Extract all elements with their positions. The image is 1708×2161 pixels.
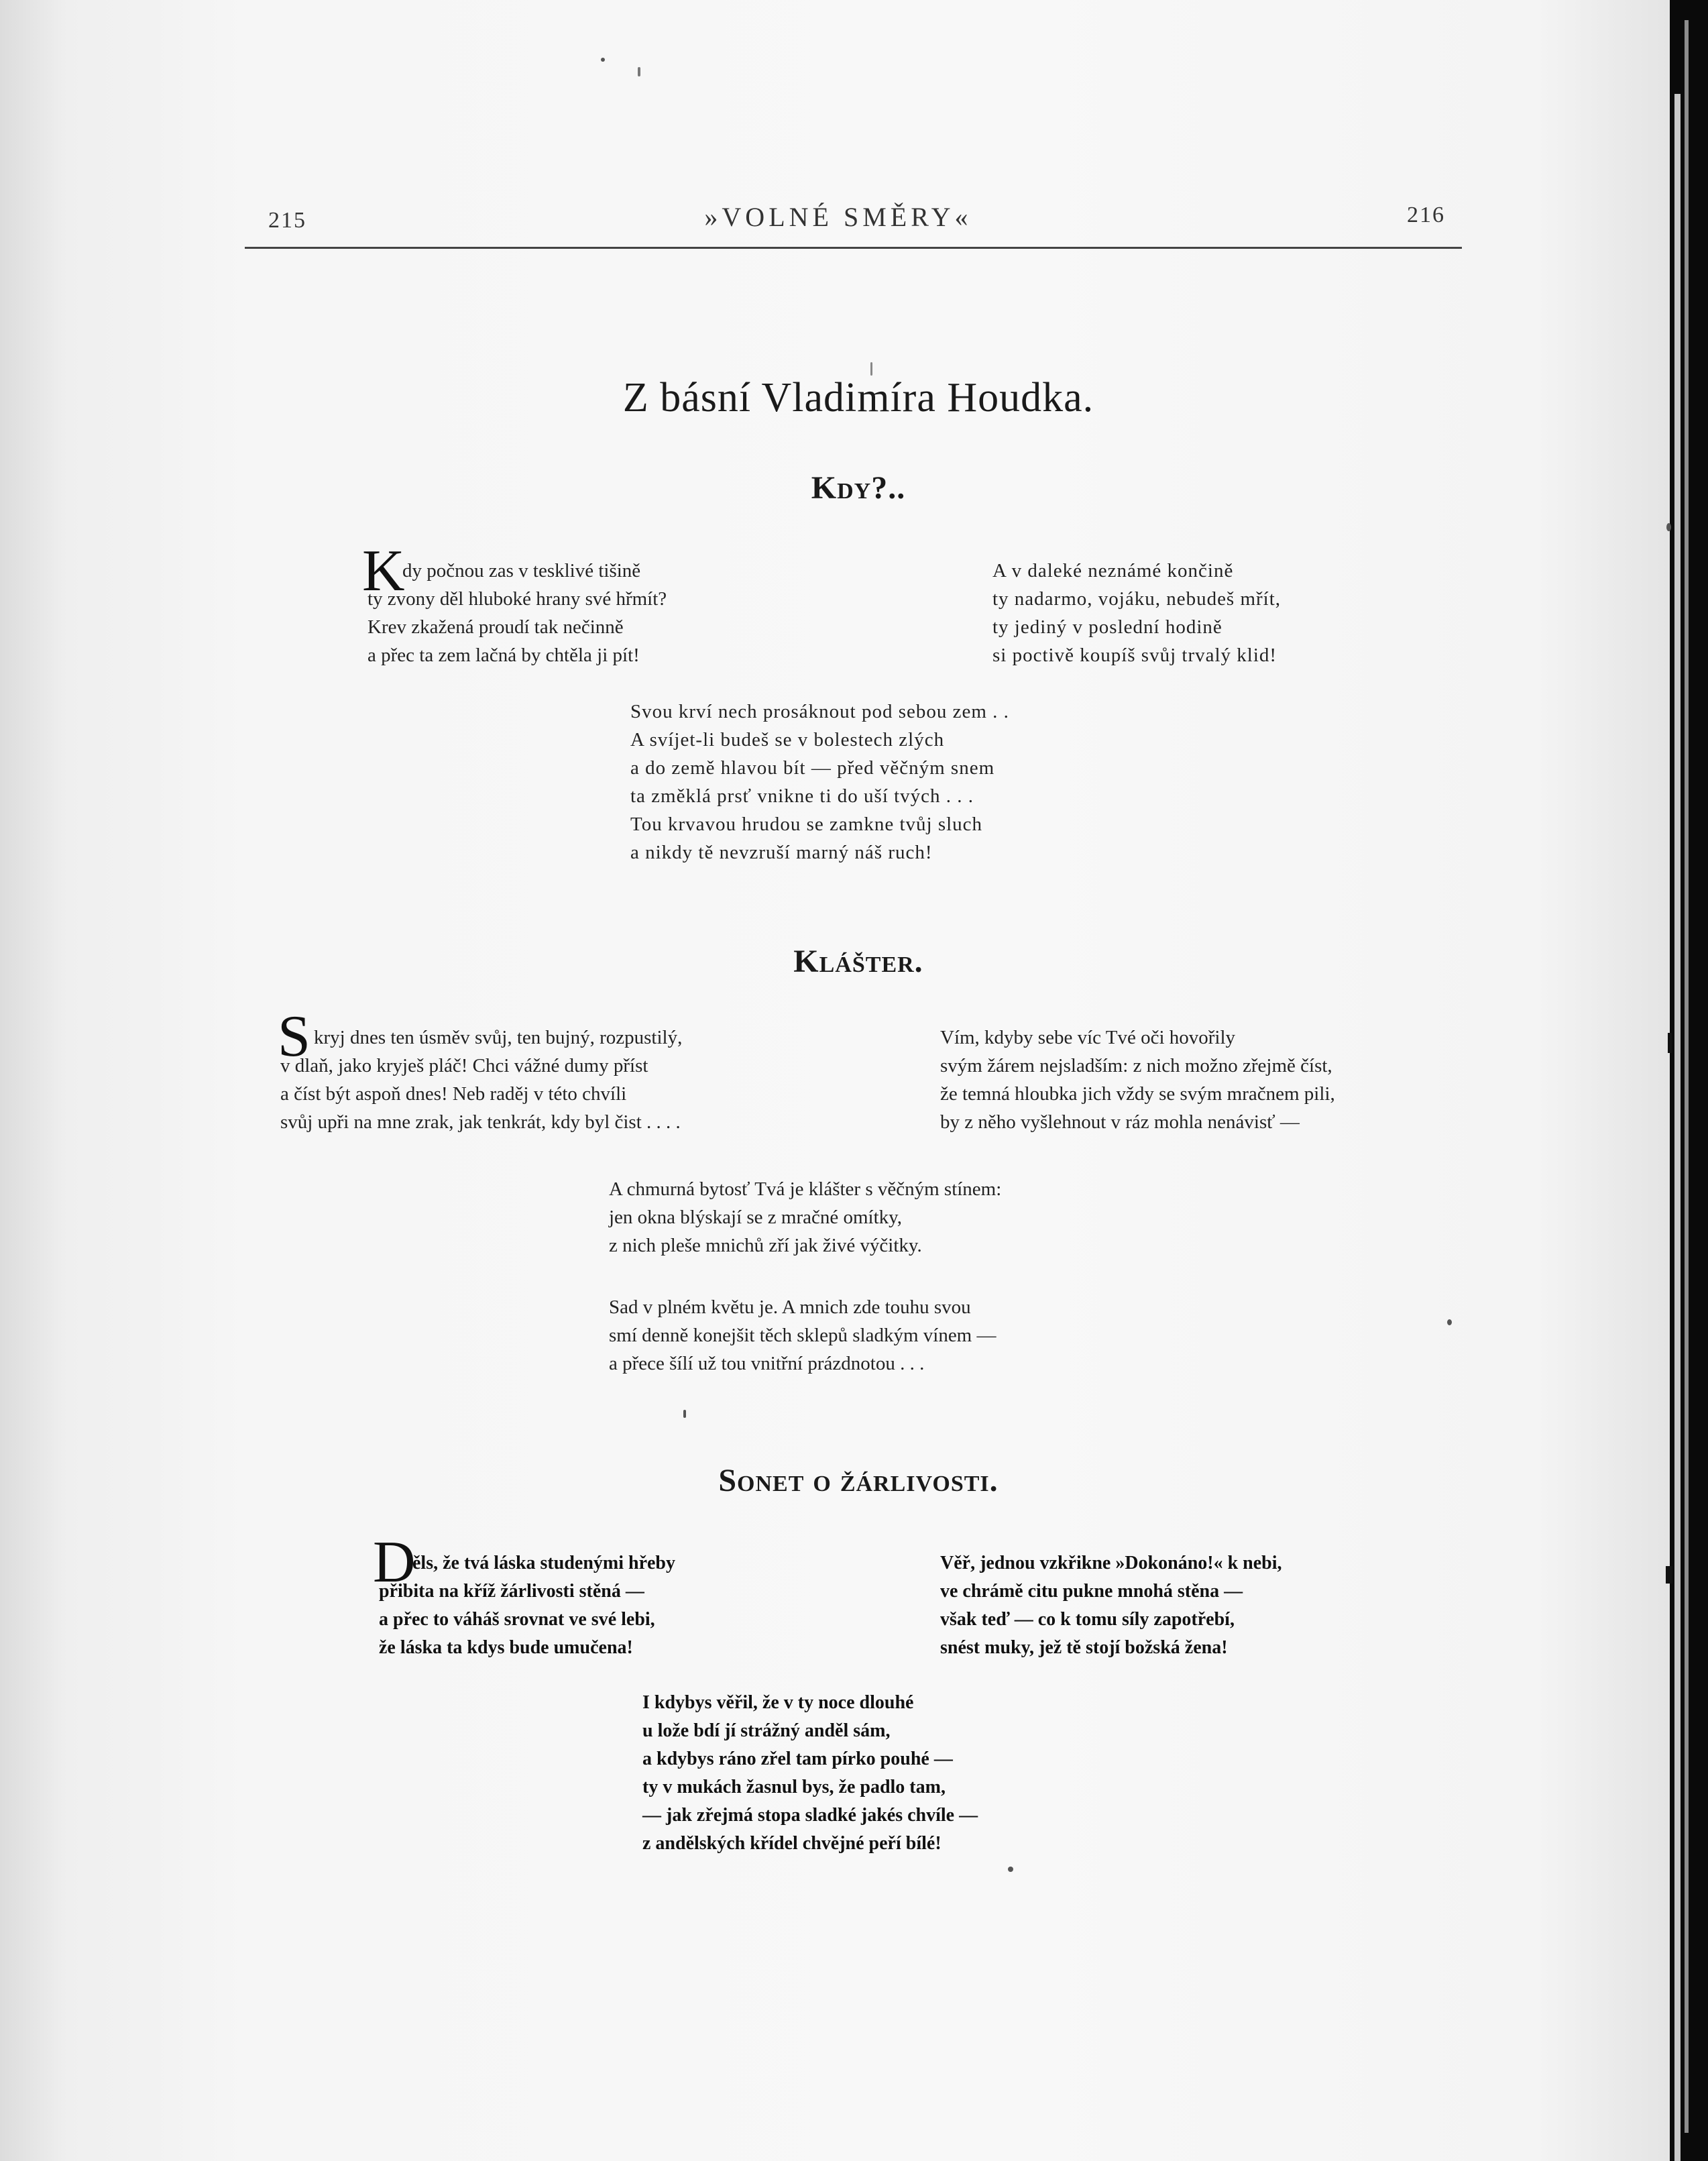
verse-line: že láska ta kdys bude umučena! [379,1637,633,1658]
scan-speck [1447,1319,1452,1325]
verse-line: A chmurná bytosť Tvá je klášter s věčným stínem: [609,1178,1002,1200]
page-number-left: 215 [268,208,306,233]
verse-line: a nikdy tě nevzruší marný náš ruch! [630,842,933,863]
poem-title-kdy: Kdy?.. [811,470,906,506]
scan-speck [1666,523,1671,531]
running-title: »VOLNÉ SMĚRY« [704,202,972,232]
verse-line: A svíjet-li budeš se v bolestech zlých [630,729,945,751]
verse-line: ty jediný v poslední hodině [992,616,1222,638]
verse-line: však teď — co k tomu síly zapotřebí, [940,1609,1235,1630]
stanza-sonet-3 [642,1689,978,1858]
stanza-kdy-3 [630,698,1009,867]
page-number-right: 216 [1407,203,1445,227]
verse-line: smí denně konejšit těch sklepů sladkým vínem — [609,1325,997,1346]
stanza-kdy-1 [367,557,667,669]
stanza-kdy-2 [992,557,1281,669]
drop-cap-d: D [373,1530,416,1595]
stanza-sonet-1 [379,1549,675,1662]
verse-line: svým žárem nejsladším: z nich možno zřejmě číst, [940,1055,1332,1076]
verse-line: Svou krví nech prosáknout pod sebou zem . . [630,701,1009,722]
scan-speck [683,1410,686,1418]
poem-title-sonet: Sonet o žárlivosti. [718,1463,999,1498]
main-title: Z básní Vladimíra Houdka. [622,375,1094,421]
verse-line: ty v mukách žasnul bys, že padlo tam, [642,1777,946,1797]
verse-line: z andělských křídel chvějné peří bílé! [642,1833,942,1854]
verse-line: a číst být aspoň dnes! Neb raděj v této chvíli [280,1083,627,1105]
verse-line: kryj dnes ten úsměv svůj, ten bujný, rozpustilý, [314,1027,683,1048]
verse-line: a přec ta zem lačná by chtěla ji pít! [367,645,640,666]
verse-line: ve chrámě citu pukne mnohá stěna — [940,1581,1243,1602]
verse-line: ty nadarmo, vojáku, nebudeš mřít, [992,588,1282,610]
scan-speck [870,362,872,376]
verse-line: A v daleké neznámé končině [992,560,1234,581]
verse-line: snést muky, jež tě stojí božská žena! [940,1637,1228,1658]
stanza-klaster-4 [609,1293,997,1378]
verse-line: že temná hloubka jich vždy se svým mračnem pili, [940,1083,1335,1105]
drop-cap-k: K [362,539,405,604]
verse-line: a přec to váháš srovnat ve své lebi, [379,1609,655,1630]
verse-line: dy počnou zas v tesklivé tišině [402,560,641,581]
verse-line: a do země hlavou bít — před věčným snem [630,757,995,779]
verse-line: přibita na kříž žárlivosti stěná — [379,1581,644,1602]
poem-title-klaster: Klášter. [793,944,923,979]
stanza-sonet-2 [940,1549,1282,1662]
edge-mark [1668,1033,1672,1053]
verse-line: ta změklá prsť vnikne ti do uší tvých . . . [630,785,974,807]
verse-line: by z něho vyšlehnout v ráz mohla nenávisť — [940,1111,1300,1133]
scan-speck [1008,1867,1013,1872]
page-edge-strip-inner [1685,20,1689,2133]
verse-line: z nich pleše mnichů zří jak živé výčitky. [609,1235,922,1256]
verse-line: Věř, jednou vzkřikne »Dokonáno!« k nebi, [940,1553,1282,1573]
header-rule [245,247,1462,249]
stanza-klaster-3 [609,1175,1001,1260]
verse-line: svůj upři na mne zrak, jak tenkrát, kdy byl čist . . . . [280,1111,681,1133]
verse-line: a kdybys ráno zřel tam pírko pouhé — [642,1749,953,1769]
page-edge-strip [1674,94,1681,2161]
stanza-klaster-2 [940,1023,1335,1136]
verse-line: ěls, že tvá láska studenými hřeby [412,1553,675,1573]
edge-mark [1666,1566,1672,1584]
verse-line: Vím, kdyby sebe víc Tvé oči hovořily [940,1027,1236,1048]
verse-line: I kdybys věřil, že v ty noce dlouhé [642,1692,914,1713]
stanza-klaster-1 [280,1023,682,1136]
scan-speck [638,67,640,76]
verse-line: Krev zkažená proudí tak nečinně [367,616,624,638]
verse-line: ty zvony děl hluboké hrany své hřmít? [367,588,667,610]
scan-speck [601,58,605,62]
verse-line: jen okna blýskají se z mračné omítky, [609,1207,903,1228]
drop-cap-s: S [278,1004,310,1069]
verse-line: si poctivě koupíš svůj trvalý klid! [992,645,1277,666]
verse-line: Tou krvavou hrudou se zamkne tvůj sluch [630,814,983,835]
verse-line: v dlaň, jako kryješ pláč! Chci vážné dumy příst [280,1055,648,1076]
verse-line: a přece šílí už tou vnitřní prázdnotou . . . [609,1353,925,1374]
verse-line: u lože bdí jí strážný anděl sám, [642,1720,891,1741]
verse-line: Sad v plném květu je. A mnich zde touhu svou [609,1296,971,1318]
verse-line: — jak zřejmá stopa sladké jakés chvíle — [642,1805,978,1826]
